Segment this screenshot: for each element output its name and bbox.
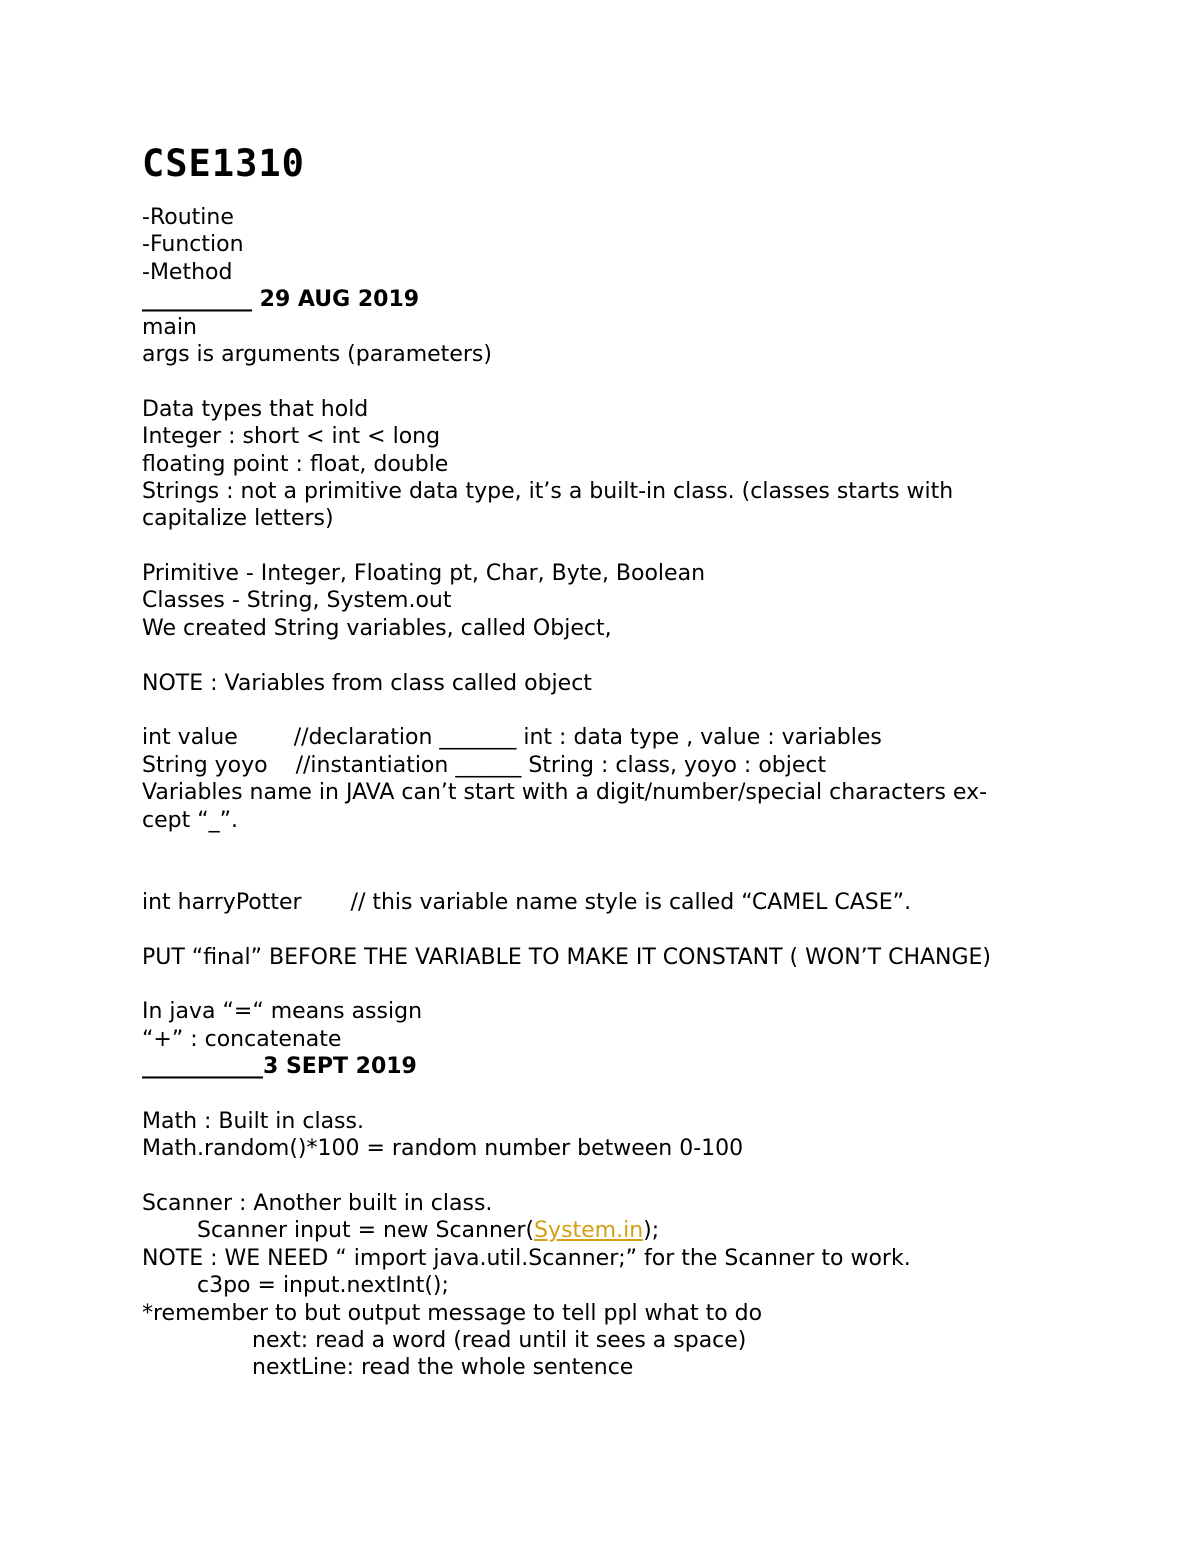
blank-line	[142, 861, 1072, 888]
date-heading-sept: ___________3 SEPT 2019	[142, 1054, 417, 1080]
note-line: Scanner : Another built in class.	[142, 1191, 493, 1217]
note-line: NOTE : WE NEED “ import java.util.Scanner;” for the Scanner to work.	[142, 1245, 911, 1271]
note-line: Primitive - Integer, Floating pt, Char, Byte, Boolean	[142, 561, 706, 587]
note-line: Math : Built in class.	[142, 1108, 364, 1134]
system-in-link[interactable]: System.in	[534, 1218, 644, 1244]
intro-item-routine: -Routine	[142, 205, 234, 230]
blank-line	[142, 368, 1072, 395]
note-line: “+” : concatenate	[142, 1026, 342, 1052]
note-line: In java “=“ means assign	[142, 999, 423, 1025]
intro-item-method: -Method	[142, 259, 233, 285]
document-page	[142, 140, 1072, 1382]
code-text: Scanner input = new Scanner(	[197, 1218, 535, 1244]
note-line: Variables name in JAVA can’t start with a digit/number/special characters ex-	[142, 780, 988, 806]
blank-line	[142, 834, 1072, 861]
note-line: We created String variables, called Object,	[142, 615, 612, 641]
note-line: cept “_”.	[142, 807, 239, 833]
date-heading-aug: __________ 29 AUG 2019	[142, 287, 420, 313]
blank-line	[142, 642, 1072, 669]
note-line: Integer : short < int < long	[142, 424, 441, 450]
note-line: Data types that hold	[142, 396, 369, 422]
code-line-scanner	[142, 1217, 1072, 1244]
blank-line	[142, 916, 1072, 943]
note-line: int harryPotter // this variable name style is called “CAMEL CASE”.	[142, 889, 912, 915]
note-line: main	[142, 314, 197, 340]
note-line: nextLine: read the whole sentence	[252, 1355, 634, 1381]
blank-line	[142, 533, 1072, 560]
note-line: args is arguments (parameters)	[142, 341, 492, 367]
blank-line	[142, 697, 1072, 724]
note-line: String yoyo //instantiation ______ String : class, yoyo : object	[142, 752, 827, 778]
page-title: CSE1310	[142, 142, 305, 185]
note-line: Strings : not a primitive data type, it’s a built-in class. (classes starts with	[142, 478, 954, 504]
code-text: );	[643, 1218, 660, 1244]
intro-item-function: -Function	[142, 232, 244, 258]
blank-line	[142, 1163, 1072, 1190]
blank-line	[142, 971, 1072, 998]
note-line: floating point : float, double	[142, 451, 449, 477]
note-line: Math.random()*100 = random number between 0-100	[142, 1136, 744, 1162]
code-line: c3po = input.nextInt();	[197, 1273, 449, 1299]
blank-line	[142, 1081, 1072, 1108]
note-line: Classes - String, System.out	[142, 588, 452, 614]
note-line: NOTE : Variables from class called object	[142, 670, 592, 696]
note-line: *remember to but output message to tell ppl what to do	[142, 1300, 763, 1326]
note-line: int value //declaration _______ int : data type , value : variables	[142, 725, 882, 751]
note-line: next: read a word (read until it sees a space)	[252, 1328, 747, 1354]
note-line: PUT “final” BEFORE THE VARIABLE TO MAKE IT CONSTANT ( WON’T CHANGE)	[142, 944, 992, 970]
note-line: capitalize letters)	[142, 506, 334, 532]
